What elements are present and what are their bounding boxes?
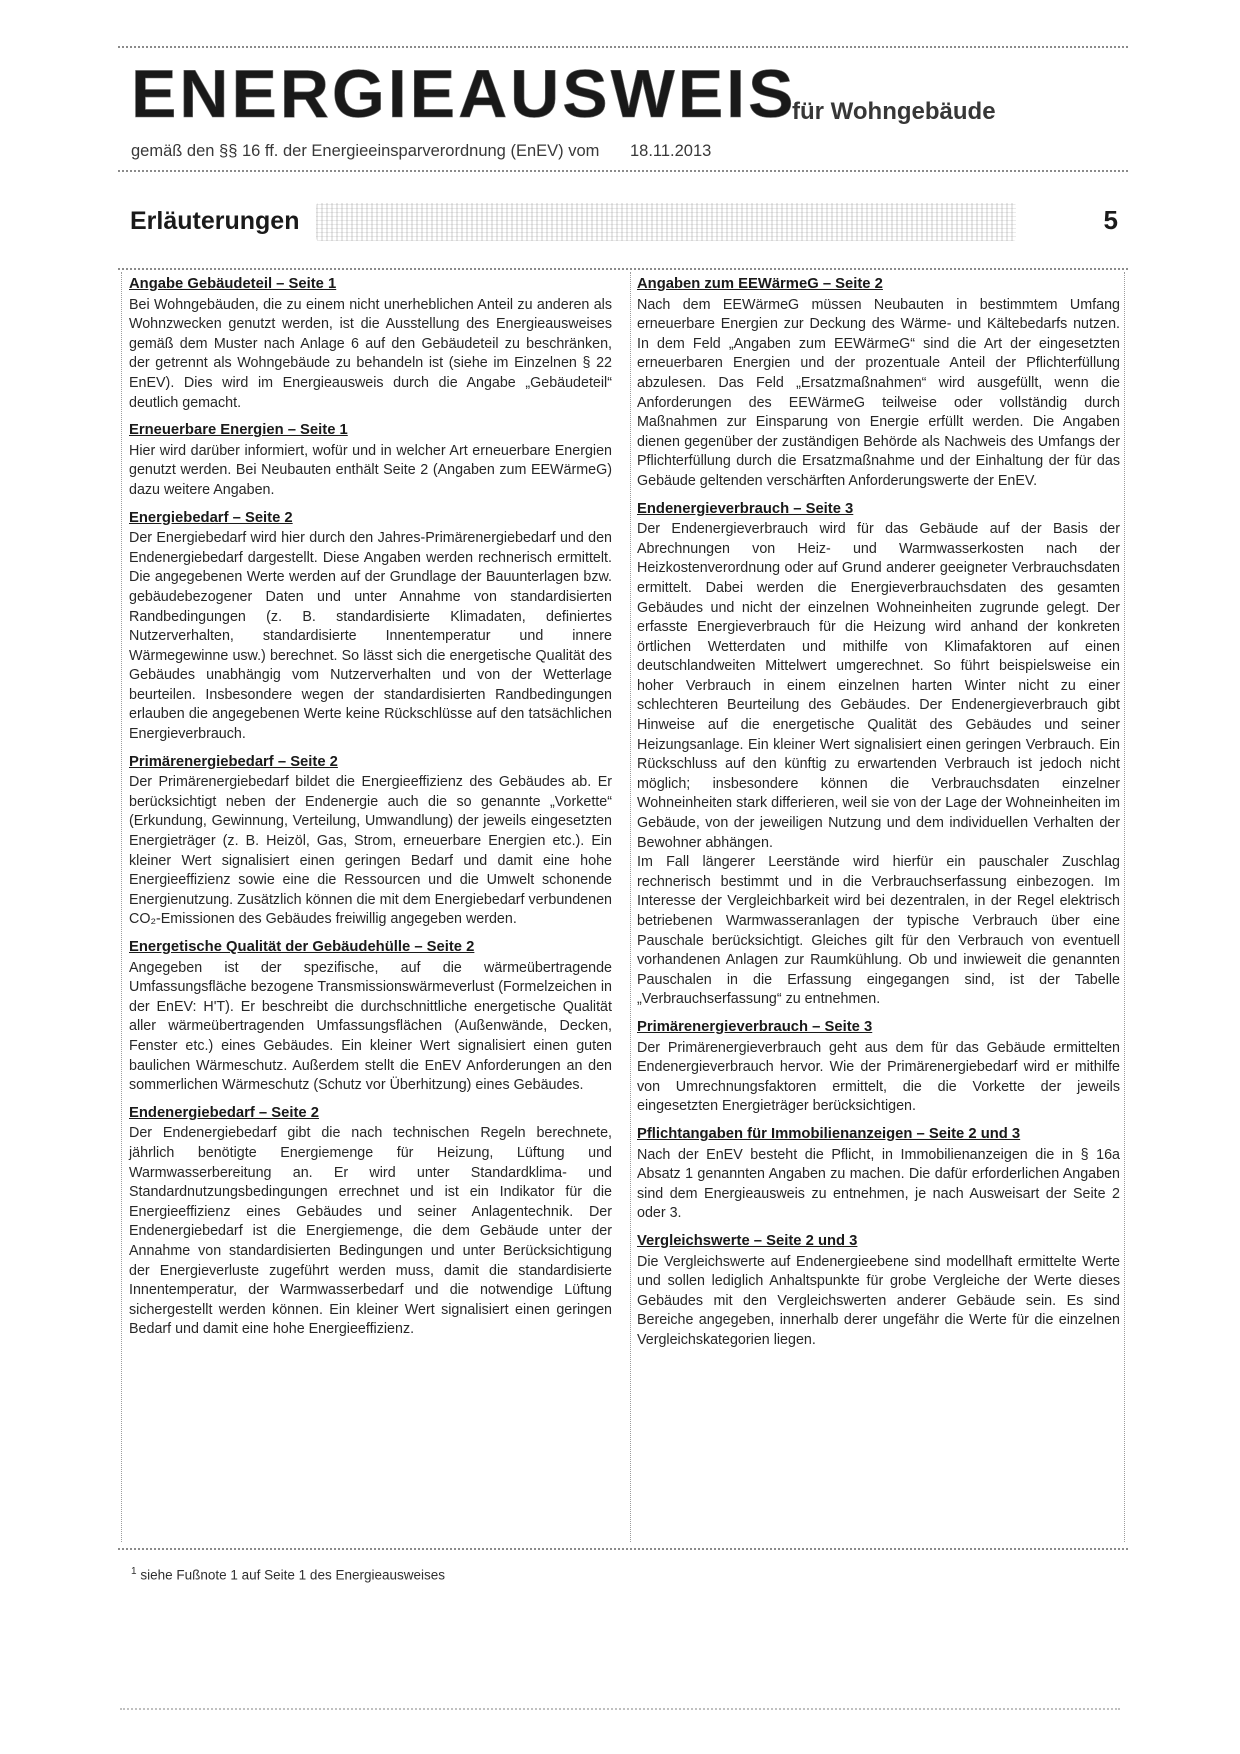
legal-basis-line	[131, 142, 711, 161]
text-section	[637, 1018, 1120, 1117]
section-heading: Energiebedarf – Seite 2	[129, 509, 293, 526]
footnote	[131, 1566, 445, 1583]
bottom-dotted-rule	[118, 1548, 1128, 1550]
section-body: Hier wird darüber informiert, wofür und in welcher Art erneuerbare Energien genutzt werden. Bei Neubauten enthält Seite 2 (Angaben zum EEWärmeG) dazu weitere Angaben.	[129, 442, 612, 498]
text-section	[637, 1125, 1120, 1224]
text-section	[129, 938, 612, 1096]
text-section	[637, 275, 1120, 492]
scan-edge-dots	[120, 1708, 1120, 1710]
section-heading: Erneuerbare Energien – Seite 1	[129, 422, 348, 439]
section-body: Der Endenergieverbrauch wird für das Gebäude auf der Basis der Abrechnungen von Heiz- und Warmwasserkosten nach der Heizkostenverordnung oder auf Grund anderer geeigneter Verbrauchsdaten ermittelt. Dabei werden die Energieverbrauchsdaten des gesamten Gebäudes und nicht der einzelnen Wohneinheiten zugrunde gelegt. Der erfasste Energieverbrauch für die Heizung wird anhand der konkreten örtlichen Wetterdaten und mithilfe von Klimafaktoren auf einen deutschlandweiten Mittelwert umgerechnet. So führt beispielsweise ein hoher Verbrauch in einem einzelnen harten Winter nicht zu einer schlechteren Beurteilung des Gebäudes. Der Endenergieverbrauch gibt Hinweise auf die energetische Qualität des Gebäudes und seiner Heizungsanlage. Ein kleiner Wert signalisiert einen geringen Verbrauch. Ein Rückschluss auf den künftig zu erwartenden Verbrauch ist jedoch nicht möglich; insbesondere können die Verbrauchsdaten einzelner Wohneinheiten stark differieren, weil sie von der Lage der Wohneinheiten im Gebäude, von der jeweiligen Nutzung und dem individuellen Verhalten der Bewohner abhängen.	[637, 521, 1120, 851]
document-subtitle: für Wohngebäude	[792, 98, 996, 125]
section-heading: Primärenergieverbrauch – Seite 3	[637, 1018, 873, 1035]
section-body: Der Endenergiebedarf gibt die nach technischen Regeln berechnete, jährlich benötigte Energiemenge für Heizung, Lüftung und Warmwasserbereitung an. Er wird unter Standardklima- und Standardnutzungsbedingungen errechnet und ist ein Indikator für die Energieeffizienz eines Gebäudes und seiner Anlagentechnik. Der Endenergiebedarf ist die Energiemenge, die dem Gebäude unter der Annahme von standardisierten Bedingungen und unter Berücksichtigung der Energieverluste zugeführt werden muss, damit die standardisierte Innentemperatur, der Warmwasserbedarf und die notwendige Lüftung sichergestellt werden können. Ein kleiner Wert signalisiert einen geringen Bedarf und damit eine hohe Energieeffizienz.	[129, 1125, 612, 1338]
text-section	[129, 275, 612, 413]
section-heading: Endenergiebedarf – Seite 2	[129, 1104, 319, 1121]
section-body: Bei Wohngebäuden, die zu einem nicht unerheblichen Anteil zu anderen als Wohnzwecken genutzt werden, ist die Ausstellung des Energieausweises gemäß dem Muster nach Anlage 6 auf den Gebäudeteil zu beschränken, der getrennt als Wohngebäude zu behandeln ist (siehe im Einzelnen § 22 EnEV). Dies wird im Energieausweis durch die Angabe „Gebäudeteil“ deutlich gemacht.	[129, 296, 612, 411]
section-body: Angegeben ist der spezifische, auf die wärmeübertragende Umfassungsfläche bezogene Transmissionswärmeverlust (Formelzeichen in der EnEV: H'T). Er beschreibt die durchschnittliche energetische Qualität aller wärmeübertragenden Umfassungsflächen (Außenwände, Decken, Fenster etc.) eines Gebäudes. Ein kleiner Wert signalisiert einen guten baulichen Wärmeschutz. Außerdem stellt die EnEV Anforderungen an den sommerlichen Wärmeschutz (Schutz vor Überhitzung) eines Gebäudes.	[129, 959, 612, 1094]
page-number: 5	[1103, 205, 1118, 235]
section-title: Erläuterungen	[130, 207, 300, 235]
right-margin-line	[1124, 272, 1125, 1542]
text-section	[129, 753, 612, 930]
column-divider-line	[630, 272, 631, 1542]
left-margin-line	[121, 272, 122, 1542]
section-heading: Angabe Gebäudeteil – Seite 1	[129, 276, 337, 292]
section-body: Der Primärenergiebedarf bildet die Energieeffizienz des Gebäudes ab. Er berücksichtigt neben der Endenergie auch die so genannte „Vorkette“ (Erkundung, Gewinnung, Verteilung, Umwandlung) der jeweils eingesetzten Energieträger (z. B. Heizöl, Gas, Strom, erneuerbare Energien etc.). Ein kleiner Wert signalisiert einen geringen Bedarf und damit eine hohe Energieeffizienz sowie eine die Ressourcen und die Umwelt schonende Energienutzung. Zusätzlich können die mit dem Energiebedarf verbundenen CO₂-Emissionen des Gebäudes freiwillig angegeben werden.	[129, 774, 612, 928]
text-section	[129, 1104, 612, 1340]
text-section	[637, 500, 1120, 1010]
section-heading: Vergleichswerte – Seite 2 und 3	[637, 1232, 858, 1249]
left-column	[129, 275, 612, 1348]
section-body: Nach dem EEWärmeG müssen Neubauten in bestimmtem Umfang erneuerbare Energien zur Deckung des Wärme- und Kältebedarfs nutzen. In dem Feld „Angaben zum EEWärmeG“ sind die Art der eingesetzten erneuerbaren Energien und der prozentuale Anteil der Pflichterfüllung abzulesen. Das Feld „Ersatzmaßnahmen“ wird ausgefüllt, wenn die Anforderungen des EEWärmeG teilweise oder vollständig durch Maßnahmen zur Einsparung von Energie erfüllt werden. Die Angaben dienen gegenüber der zuständigen Behörde als Nachweis des Umfangs der Pflichterfüllung durch die Ersatzmaßnahme und der Einhaltung der für das Gebäude geltenden verschärften Anforderungswerte der EnEV.	[637, 296, 1120, 489]
document-title: ENERGIEAUSWEIS	[131, 56, 797, 132]
section-dotted-rule	[118, 268, 1128, 270]
footnote-text: siehe Fußnote 1 auf Seite 1 des Energieausweises	[140, 1567, 446, 1583]
section-body: Der Energiebedarf wird hier durch den Jahres-Primärenergiebedarf und den Endenergiebedarf dargestellt. Diese Angaben werden rechnerisch ermittelt. Die angegebenen Werte werden auf der Grundlage der Bauunterlagen bzw. gebäudebezogener Daten und unter Annahme von standardisierten Randbedingungen (z. B. standardisierte Klimadaten, definiertes Nutzerverhalten, standardisierte Innentemperatur und innere Wärmegewinne usw.) berechnet. So lässt sich die energetische Qualität des Gebäudes unabhängig vom Nutzerverhalten und von der Wetterlage beurteilen. Insbesondere wegen der standardisierten Randbedingungen erlauben die angegebenen Werte keine Rückschlüsse auf den tatsächlichen Energieverbrauch.	[129, 530, 612, 743]
section-heading: Primärenergiebedarf – Seite 2	[129, 753, 338, 770]
header-dotted-rule	[118, 170, 1128, 172]
section-body: Die Vergleichswerte auf Endenergieebene sind modellhaft ermittelte Werte und sollen lediglich Anhaltspunkte für grobe Vergleiche der Werte dieses Gebäudes mit den Vergleichswerten anderer Gebäude sein. Es sind Bereiche angegeben, innerhalb derer ungefähr die Werte für die einzelnen Vergleichskategorien liegen.	[637, 1253, 1120, 1348]
section-heading: Pflichtangaben für Immobilienanzeigen – Seite 2 und 3	[637, 1125, 1021, 1142]
section-body: Der Primärenergieverbrauch geht aus dem für das Gebäude ermittelten Endenergieverbrauch hervor. Wie der Primärenergiebedarf wird er mithilfe von Umrechnungsfaktoren ermittelt, die die Vorkette der jeweils eingesetzten Energieträger berücksichtigen.	[637, 1039, 1120, 1115]
text-section	[129, 421, 612, 500]
section-header	[126, 195, 1126, 249]
issue-date: 18.11.2013	[629, 142, 712, 160]
section-heading: Endenergieverbrauch – Seite 3	[637, 500, 854, 517]
text-section	[129, 509, 612, 745]
footnote-mark: 1	[131, 1566, 137, 1577]
text-section	[637, 1232, 1120, 1351]
section-body: Nach der EnEV besteht die Pflicht, in Immobilienanzeigen die in § 16a Absatz 1 genannten Angaben zu machen. Die dafür erforderlichen Angaben sind dem Energieausweis zu entnehmen, je nach Ausweisart der Seite 2 oder 3.	[637, 1146, 1120, 1222]
section-heading: Energetische Qualität der Gebäudehülle – Seite 2	[129, 939, 475, 955]
top-dotted-rule	[118, 46, 1128, 48]
section-heading: Angaben zum EEWärmeG – Seite 2	[637, 276, 883, 292]
scan-noise-band	[316, 203, 1016, 241]
legal-basis-text: gemäß den §§ 16 ff. der Energieeinsparverordnung (EnEV) vom	[131, 142, 600, 160]
section-body-continued: Im Fall längerer Leerstände wird hierfür ein pauschaler Zuschlag rechnerisch bestimmt und in die Verbrauchserfassung einbezogen. Im Interesse der Vergleichbarkeit wird bei dezentralen, in der Regel elektrisch betriebenen Warmwasseranlagen der typische Verbrauch über eine Pauschale berücksichtigt. Gleiches gilt für den Verbrauch von eventuell vorhandenen Anlagen zur Raumkühlung. Ob und inwieweit die genannten Pauschalen in die Erfassung eingegangen sind, ist der Tabelle „Verbrauchserfassung“ zu entnehmen.	[637, 854, 1120, 1008]
right-column	[637, 275, 1120, 1358]
